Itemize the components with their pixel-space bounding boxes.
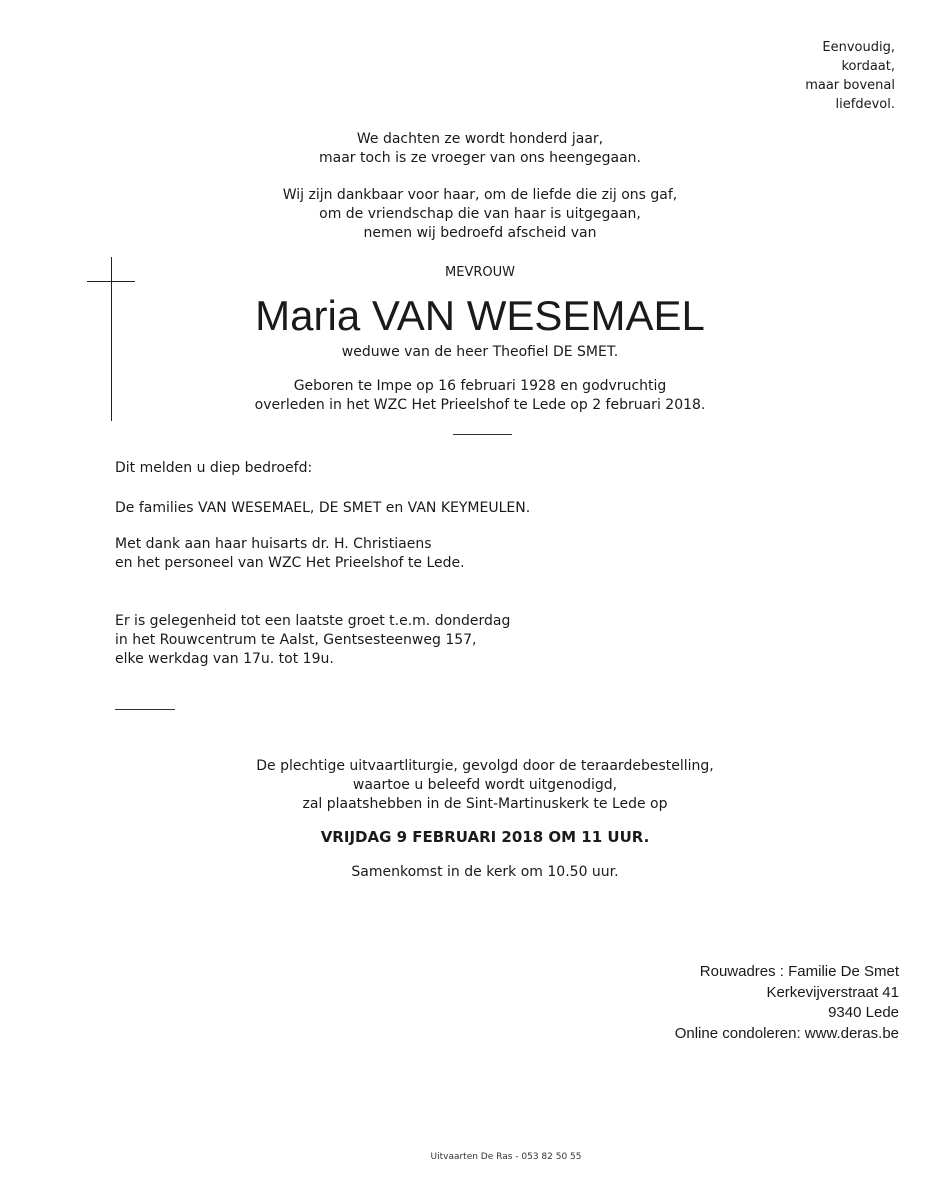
divider — [453, 434, 512, 435]
visitation-line: elke werkdag van 17u. tot 19u. — [115, 651, 334, 667]
visitation-info — [115, 612, 510, 669]
motto-line: kordaat, — [841, 59, 895, 74]
poem-line: We dachten ze wordt honderd jaar, — [356, 131, 604, 147]
liturgy-line: zal plaatshebben in de Sint-Martinuskerk te Lede op — [302, 796, 668, 812]
condolence-link[interactable]: Online condoleren: www.deras.be — [674, 1024, 899, 1042]
ceremony-date: VRIJDAG 9 FEBRUARI 2018 OM 11 UUR. — [320, 828, 650, 846]
motto — [805, 38, 895, 114]
poem-line: Wij zijn dankbaar voor haar, om de liefde die zij ons gaf, — [282, 187, 678, 203]
mourning-address — [675, 962, 899, 1044]
thanks-line: Met dank aan haar huisarts dr. H. Christiaens — [115, 536, 432, 552]
poem-stanza-2 — [180, 186, 780, 243]
announcement: Dit melden u diep bedroefd: — [115, 460, 313, 476]
motto-line: liefdevol. — [835, 97, 895, 112]
motto-line: maar bovenal — [805, 78, 895, 93]
gathering-time: Samenkomst in de kerk om 10.50 uur. — [351, 864, 619, 880]
birth-death-info — [180, 377, 780, 415]
deceased-name: Maria VAN WESEMAEL — [255, 292, 705, 339]
poem-line: maar toch is ze vroeger van ons heengegaan. — [319, 150, 641, 166]
families: De families VAN WESEMAEL, DE SMET en VAN KEYMEULEN. — [115, 500, 531, 516]
poem-line: om de vriendschap die van haar is uitgegaan, — [319, 206, 641, 222]
poem-stanza-1 — [180, 130, 780, 168]
thanks — [115, 535, 465, 573]
poem-line: nemen wij bedroefd afscheid van — [363, 225, 597, 241]
address-line: 9340 Lede — [828, 1004, 899, 1021]
liturgy-info — [180, 757, 790, 814]
death-line: overleden in het WZC Het Prieelshof te Lede op 2 februari 2018. — [254, 397, 706, 413]
birth-line: Geboren te Impe op 16 februari 1928 en godvruchtig — [293, 378, 667, 394]
widow-line: weduwe van de heer Theofiel DE SMET. — [341, 344, 619, 360]
address-line: Rouwadres : Familie De Smet — [699, 963, 899, 980]
thanks-line: en het personeel van WZC Het Prieelshof te Lede. — [115, 555, 465, 571]
visitation-line: in het Rouwcentrum te Aalst, Gentsesteenweg 157, — [115, 632, 477, 648]
liturgy-line: waartoe u beleefd wordt uitgenodigd, — [352, 777, 618, 793]
visitation-line: Er is gelegenheid tot een laatste groet t.e.m. donderdag — [115, 613, 511, 629]
cross-icon-bar — [87, 281, 135, 282]
motto-line: Eenvoudig, — [822, 40, 895, 55]
footer: Uitvaarten De Ras - 053 82 50 55 — [430, 1152, 582, 1162]
honorific: MEVROUW — [445, 265, 515, 280]
liturgy-line: De plechtige uitvaartliturgie, gevolgd door de teraardebestelling, — [256, 758, 714, 774]
divider — [115, 709, 175, 710]
address-line: Kerkevijverstraat 41 — [766, 983, 899, 1001]
